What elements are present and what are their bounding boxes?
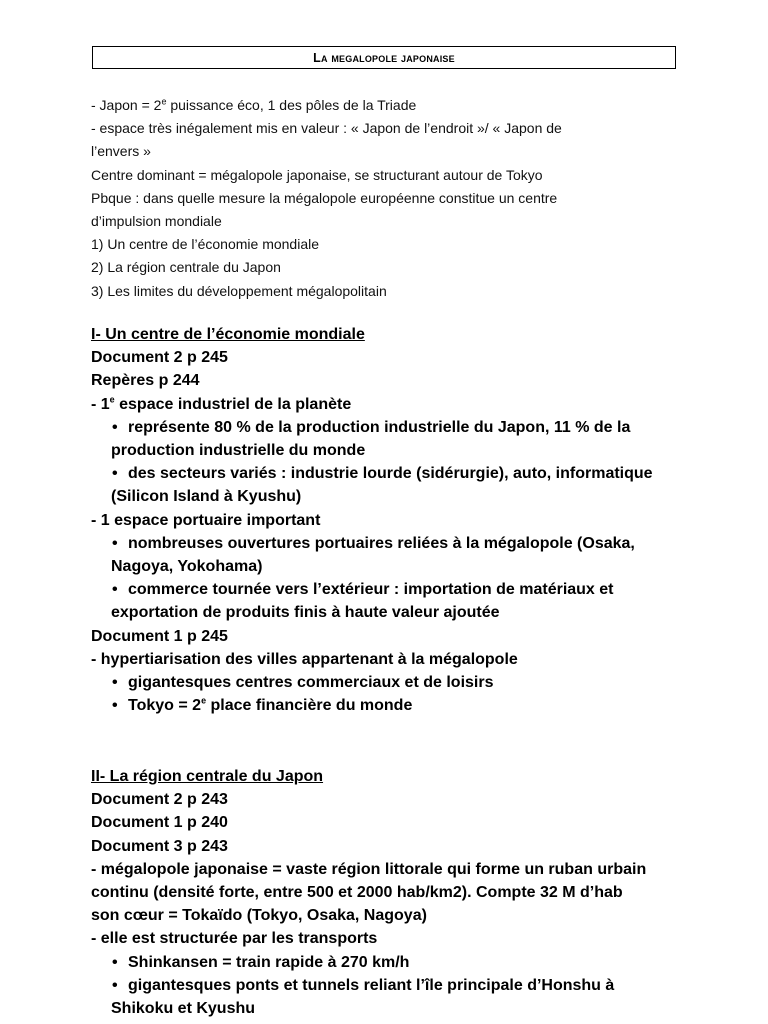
document-reference: Document 1 p 240 — [91, 814, 228, 832]
point: - 1 espace portuaire important — [91, 511, 321, 529]
intro-line: l’envers » — [91, 143, 151, 160]
document-reference: Document 3 p 243 — [91, 837, 228, 855]
bullet-icon: • — [112, 418, 118, 436]
bullet-item: • Shinkansen = train rapide à 270 km/h — [91, 951, 711, 974]
bullet-icon: • — [112, 674, 118, 692]
bullet-continuation: production industrielle du monde — [111, 442, 366, 460]
bullet-continuation: Nagoya, Yokohama) — [111, 558, 263, 576]
plan-item: 2) La région centrale du Japon — [91, 259, 281, 276]
document-reference: Document 2 p 245 — [91, 349, 228, 367]
point: continu (densité forte, entre 500 et 2000 hab/km2). Compte 32 M d’hab — [91, 884, 623, 902]
section-heading: II- La région centrale du Japon — [91, 768, 324, 785]
section-1 — [91, 323, 711, 717]
point: son cœur = Tokaïdo (Tokyo, Osaka, Nagoya) — [91, 907, 427, 925]
point: - 1e espace industriel de la planète — [91, 394, 352, 413]
bullet-icon: • — [112, 581, 118, 599]
problematique: d’impulsion mondiale — [91, 213, 222, 230]
intro-line: Centre dominant = mégalopole japonaise, se structurant autour de Tokyo — [91, 166, 543, 183]
intro-line: - Japon = $2^e$ puissance éco, 1 des pôles de la Triade — [91, 96, 417, 113]
bullet-item: • gigantesques ponts et tunnels reliant l’île principale d’Honshu à — [91, 974, 711, 997]
bullet-icon: • — [112, 534, 118, 552]
point: - hypertiarisation des villes appartenant à la mégalopole — [91, 650, 518, 668]
point: - elle est structurée par les transports — [91, 930, 378, 948]
section-2 — [91, 765, 711, 1020]
plan-item: 3) Les limites du développement mégalopolitain — [91, 282, 387, 299]
bullet-icon: • — [112, 465, 118, 483]
document-title: La megalopole japonaise — [92, 46, 676, 69]
plan-item: 1) Un centre de l’économie mondiale — [91, 236, 320, 253]
bullet-item: • représente 80 % de la production industrielle du Japon, 11 % de la — [91, 416, 711, 439]
bullet-icon: • — [112, 953, 118, 971]
bullet-item: • nombreuses ouvertures portuaires reliées à la mégalopole (Osaka, — [91, 532, 711, 555]
bullet-icon: • — [112, 697, 118, 715]
bullet-item: • commerce tournée vers l’extérieur : importation de matériaux et — [91, 578, 711, 601]
bullet-continuation: (Silicon Island à Kyushu) — [111, 488, 302, 506]
bullet-icon: • — [112, 976, 118, 994]
document-reference: Document 1 p 245 — [91, 627, 228, 645]
bullet-continuation: exportation de produits finis à haute valeur ajoutée — [111, 604, 500, 622]
section-heading: I- Un centre de l’économie mondiale — [91, 326, 365, 343]
intro-line: - espace très inégalement mis en valeur : « Japon de l’endroit »/ « Japon de — [91, 120, 562, 137]
bullet-item: • Tokyo = $2^e$ place financière du monde — [91, 694, 711, 717]
document-reference: Document 2 p 243 — [91, 791, 228, 809]
bullet-item: • des secteurs variés : industrie lourde (sidérurgie), auto, informatique — [91, 462, 711, 485]
bullet-continuation: Shikoku et Kyushu — [111, 1000, 256, 1018]
bullet-item: • gigantesques centres commerciaux et de loisirs — [91, 671, 711, 694]
introduction — [91, 94, 691, 303]
document-reference: Repères p 244 — [91, 372, 200, 390]
problematique: Pbque : dans quelle mesure la mégalopole européenne constitue un centre — [91, 189, 558, 206]
point: - mégalopole japonaise = vaste région littorale qui forme un ruban urbain — [91, 860, 647, 878]
